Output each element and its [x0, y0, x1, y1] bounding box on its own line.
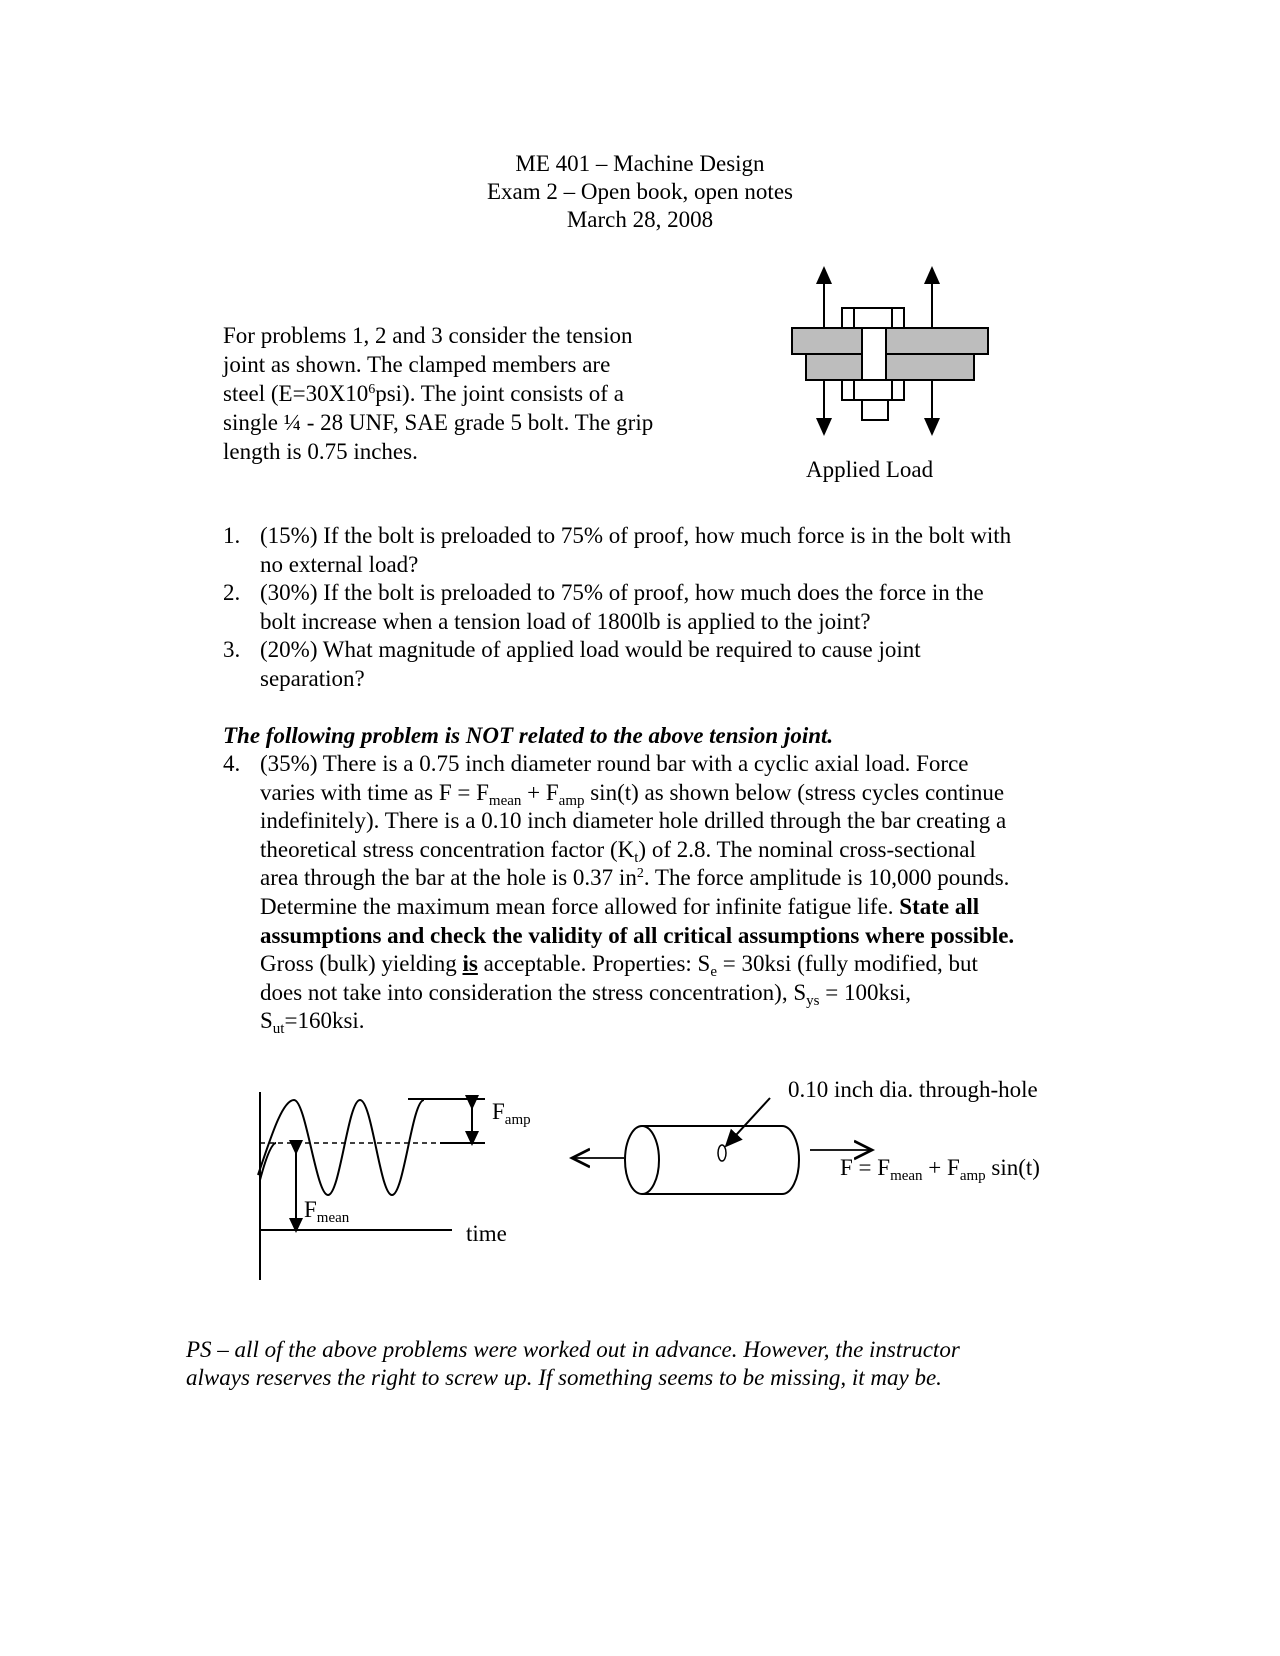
lower-plate — [806, 354, 974, 380]
intro-line: length is 0.75 inches. — [223, 439, 418, 464]
problem-text: indefinitely). There is a 0.10 inch diameter hole drilled through the bar creating a — [260, 808, 1007, 834]
problem-list — [223, 522, 1103, 693]
ps-line: PS – all of the above problems were worked out in advance. However, the instructor — [186, 1337, 960, 1362]
bolt-head — [842, 308, 904, 328]
problem-text: Gross (bulk) yielding is acceptable. Properties: $S_e = 30ksi$ (fully modified, but — [260, 951, 978, 981]
problem-text: does not take into consideration the stress concentration), $S_{ys} = 100ksi$, — [260, 979, 912, 1009]
through-hole — [718, 1145, 726, 1161]
problem-text: (20%) What magnitude of applied load would be required to cause joint — [260, 637, 921, 662]
unrelated-note: The following problem is NOT related to the above tension joint. — [223, 723, 834, 748]
hole-label: 0.10 inch dia. through-hole — [788, 1077, 1038, 1102]
problem-text: $S_{ut}=160ksi$. — [260, 1008, 365, 1038]
problem-text: area through the bar at the hole is 0.37 $in^2$. The force amplitude is 10,000 pounds. — [260, 865, 1010, 891]
problem-number: 4. — [223, 751, 241, 776]
exam-date: March 28, 2008 — [566, 207, 714, 232]
time-label: time — [466, 1221, 507, 1246]
ps-line: always reserves the right to screw up. If something seems to be missing, it may be. — [186, 1365, 942, 1390]
course-title: ME 401 – Machine Design — [515, 151, 765, 176]
problem-4 — [223, 750, 1123, 1036]
problem-text: bolt increase when a tension load of 1800lb is applied to the joint? — [260, 608, 871, 634]
fmean-label: $F_{mean}$ — [304, 1197, 350, 1226]
problem-text: (15%) If the bolt is preloaded to 75% of proof, how much force is in the bolt with — [260, 523, 1012, 548]
upper-plate — [792, 328, 988, 354]
intro-paragraph — [223, 322, 713, 467]
problem-text: assumptions and check the validity of all critical assumptions where possible. — [260, 922, 1015, 948]
problem-text: (35%) There is a 0.75 inch diameter round bar with a cyclic axial load. Force — [260, 751, 969, 776]
problem-number: 2. — [223, 580, 241, 605]
problem-3 — [223, 636, 1103, 693]
intro-line: joint as shown. The clamped members are — [223, 352, 611, 377]
problem-1 — [223, 522, 1103, 579]
hole-leader-arrow — [726, 1098, 770, 1146]
problem-text: (30%) If the bolt is preloaded to 75% of proof, how much does the force in the — [260, 580, 984, 605]
bolt-tail — [862, 400, 888, 420]
problem-2 — [223, 579, 1103, 636]
famp-label: $F_{amp}$ — [492, 1099, 531, 1128]
postscript — [186, 1336, 960, 1392]
problem-number: 1. — [223, 523, 241, 548]
problem-number: 3. — [223, 637, 241, 662]
bolt-shank — [862, 328, 886, 380]
force-equation: $F = F_{mean} + F_{amp}$ sin(t) — [840, 1155, 1040, 1184]
joint-caption: Applied Load — [806, 457, 934, 482]
problem-text: theoretical stress concentration factor $(K_t)$ of 2.8. The nominal cross-sectional — [260, 836, 976, 866]
tension-joint-figure — [780, 268, 1000, 448]
problem-text: separation? — [260, 665, 365, 691]
exam-header — [0, 150, 1280, 234]
round-bar-figure — [560, 1098, 890, 1208]
intro-line: single ¼ - 28 UNF, SAE grade 5 bolt. The grip — [223, 410, 654, 435]
intro-line: steel $(E=30X10^6psi)$. The joint consists of a — [223, 381, 624, 406]
problem-text: varies with time as $F = F_{mean} + F_{amp}$ sin(t) as shown below (stress cycles continue — [260, 779, 1005, 809]
exam-subtitle: Exam 2 – Open book, open notes — [487, 179, 793, 204]
nut — [842, 380, 904, 400]
bar-end — [625, 1126, 659, 1194]
intro-line: For problems 1, 2 and 3 consider the tension — [223, 323, 633, 348]
problem-text: Determine the maximum mean force allowed for infinite fatigue life. State all — [260, 893, 980, 919]
problem-text: no external load? — [260, 551, 419, 577]
